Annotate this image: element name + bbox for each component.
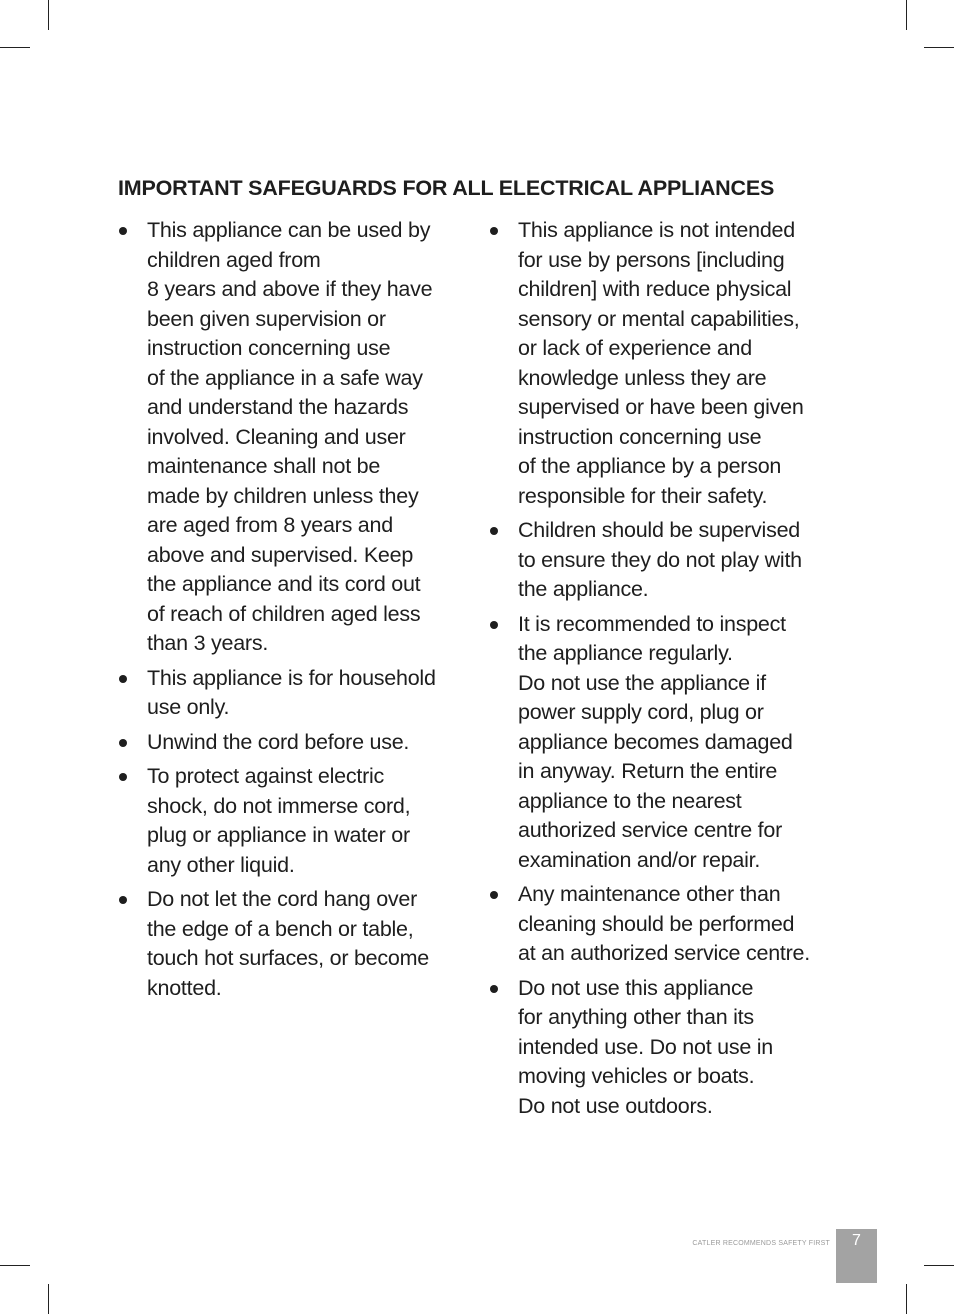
bullet-icon bbox=[119, 739, 127, 747]
footer-tagline: CATLER RECOMMENDS SAFETY FIRST bbox=[692, 1240, 830, 1247]
list-item bbox=[118, 885, 468, 1003]
list-item-text: This appliance is not intended for use by persons [including children] with reduce physical sensory or mental capabilities, or lack of experience and knowledge unless they are supervised or have been given instruction concerning use of the appliance by a person responsible for their safety. bbox=[518, 218, 804, 508]
page-heading: IMPORTANT SAFEGUARDS FOR ALL ELECTRICAL APPLIANCES bbox=[118, 176, 775, 200]
right-column-list bbox=[489, 216, 845, 1126]
list-item-text: Children should be supervised to ensure they do not play with the appliance. bbox=[518, 518, 802, 601]
list-item bbox=[489, 880, 845, 969]
bullet-icon bbox=[490, 985, 498, 993]
bullet-icon bbox=[490, 621, 498, 629]
page-number: 7 bbox=[852, 1232, 861, 1249]
list-item bbox=[489, 516, 845, 605]
crop-mark bbox=[906, 1284, 907, 1314]
list-item bbox=[489, 216, 845, 511]
list-item bbox=[489, 610, 845, 876]
list-item-text: Unwind the cord before use. bbox=[147, 729, 410, 754]
crop-mark bbox=[0, 47, 30, 48]
crop-mark bbox=[924, 47, 954, 48]
page-number-box bbox=[836, 1229, 877, 1283]
crop-mark bbox=[924, 1265, 954, 1266]
list-item-text: Do not use this appliance for anything other than its intended use. Do not use in moving vehicles or boats. Do not use outdoors. bbox=[518, 975, 774, 1118]
bullet-icon bbox=[490, 227, 498, 235]
list-item-text: This appliance is for household use only. bbox=[147, 665, 436, 719]
crop-mark bbox=[48, 0, 49, 30]
list-item bbox=[118, 728, 468, 758]
left-column-list bbox=[118, 216, 468, 1008]
list-item bbox=[118, 216, 468, 659]
bullet-icon bbox=[490, 891, 498, 899]
list-item bbox=[118, 762, 468, 880]
crop-mark bbox=[0, 1265, 30, 1266]
bullet-icon bbox=[119, 896, 127, 904]
list-item-text: Do not let the cord hang over the edge of a bench or table, touch hot surfaces, or become knotted. bbox=[147, 887, 429, 1000]
list-item-text: To protect against electric shock, do not immerse cord, plug or appliance in water or any other liquid. bbox=[147, 764, 411, 877]
crop-mark bbox=[48, 1284, 49, 1314]
bullet-icon bbox=[490, 527, 498, 535]
bullet-icon bbox=[119, 675, 127, 683]
list-item bbox=[489, 974, 845, 1122]
list-item-text: It is recommended to inspect the appliance regularly. Do not use the appliance if power supply cord, plug or appliance becomes damaged in anyway. Return the entire appliance to the nearest authorized service centre for examination and/or repair. bbox=[518, 611, 793, 872]
bullet-icon bbox=[119, 773, 127, 781]
bullet-icon bbox=[119, 227, 127, 235]
crop-mark bbox=[906, 0, 907, 30]
list-item-text: Any maintenance other than cleaning should be performed at an authorized service centre. bbox=[518, 882, 810, 965]
list-item bbox=[118, 664, 468, 723]
list-item-text: This appliance can be used by children aged from 8 years and above if they have been given supervision or instruction concerning use of the appliance in a safe way and understand the hazards involved. Cleaning and user maintenance shall not be made by children unless they are aged from 8 years and above and supervised. Keep the appliance and its cord out of reach of children aged less than 3 years. bbox=[147, 218, 433, 655]
